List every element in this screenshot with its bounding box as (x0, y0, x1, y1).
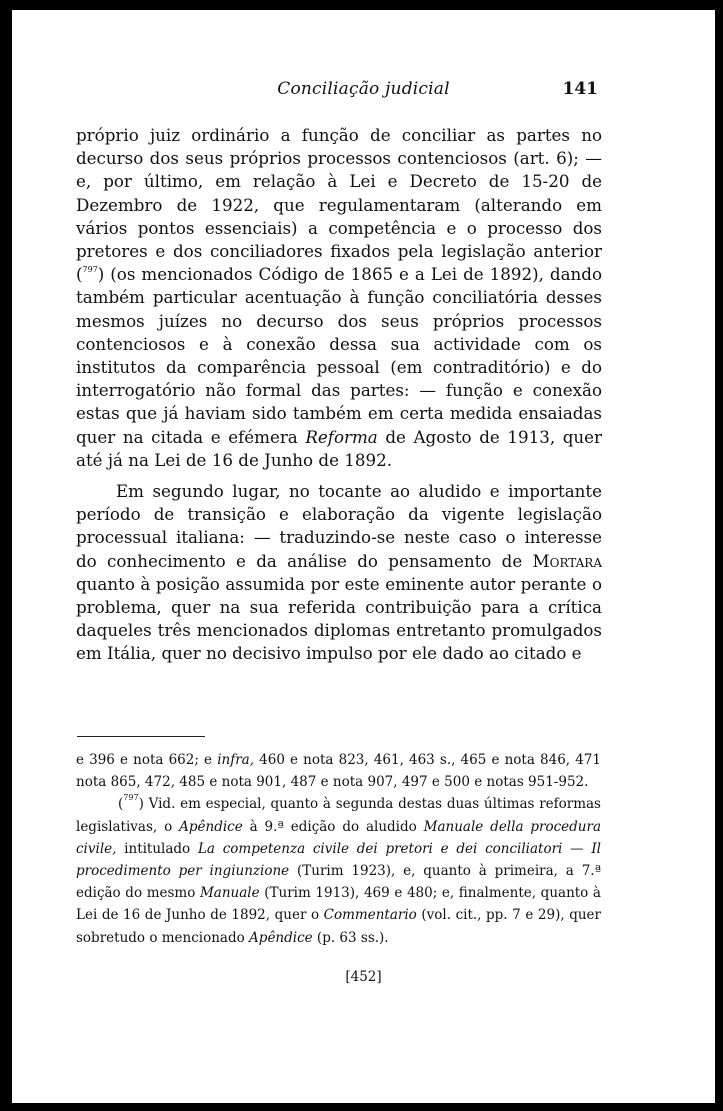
footnotes (76, 749, 601, 949)
footnote-ref-797: 797 (82, 265, 98, 275)
page-number: 141 (562, 79, 598, 99)
paragraph-1: próprio juiz ordinário a função de conciliar as partes no decurso dos seus próprios processos contenciosos (art. 6); — e, por último, em relação à Lei e Decreto de 15-20 de Dezembro de 1922, que regulamentaram (alterando em vários pontos essenciais) a competência e o processo dos pretores e dos conciliadores fixados pela legislação anterior ($^{797}$) (os mencionados Código de 1865 e a Lei de 1892), dando também particular acentuação à função conciliatória desses mesmos juízes no decurso dos seus próprios processos contenciosos e à conexão dessa sua actividade com os institutos da comparência pessoal (em contraditório) e do interrogatório não formal das partes: — função e conexão estas que já haviam sido também em certa medida ensaiadas quer na citada e efémera Reforma de Agosto de 1913, quer até já na Lei de 16 de Junho de 1892. (76, 125, 602, 470)
page-footer-ref: [452] (345, 969, 382, 985)
footnote-continuation: e 396 e nota 662; e infra, 460 e nota 823, 461, 463 s., 465 e nota 846, 471 nota 865, 472, 485 e nota 901, 487 e nota 907, 497 e 500 e notas 951-952. (76, 752, 601, 791)
author-name: Mortara (532, 550, 602, 571)
paragraph-2: Em segundo lugar, no tocante ao aludido e importante período de transição e elaboração da vigente legislação processual italiana: — traduzindo-se neste caso o interesse do conhecimento e da análise do pensamento de Mortara quanto à posição assumida por este eminente autor perante o problema, quer na sua referida contribuição para a crítica daqueles três mencionados diplomas entretanto promulgados em Itália, quer no decisivo impulso por ele dado ao citado e (76, 481, 602, 664)
footnote-divider (77, 736, 205, 737)
body-text (76, 124, 602, 666)
book-page (12, 10, 715, 1103)
footnote-797: ($^{797}$) Vid. em especial, quanto à segunda destas duas últimas reformas legislativas, o Apêndice à 9.ª edição do aludido Manuale della procedura civile, intitulado La competenza civile dei pretori e dei conciliatori — Il procedimento per ingiunzione (Turim 1923), e, quanto à primeira, a 7.ª edição do mesmo Manuale (Turim 1913), 469 e 480; e, finalmente, quanto à Lei de 16 de Junho de 1892, quer o Commentario (vol. cit., pp. 7 e 29), quer sobretudo o mencionado Apêndice (p. 63 ss.). (76, 793, 602, 946)
running-title: Conciliação judicial (277, 79, 450, 99)
